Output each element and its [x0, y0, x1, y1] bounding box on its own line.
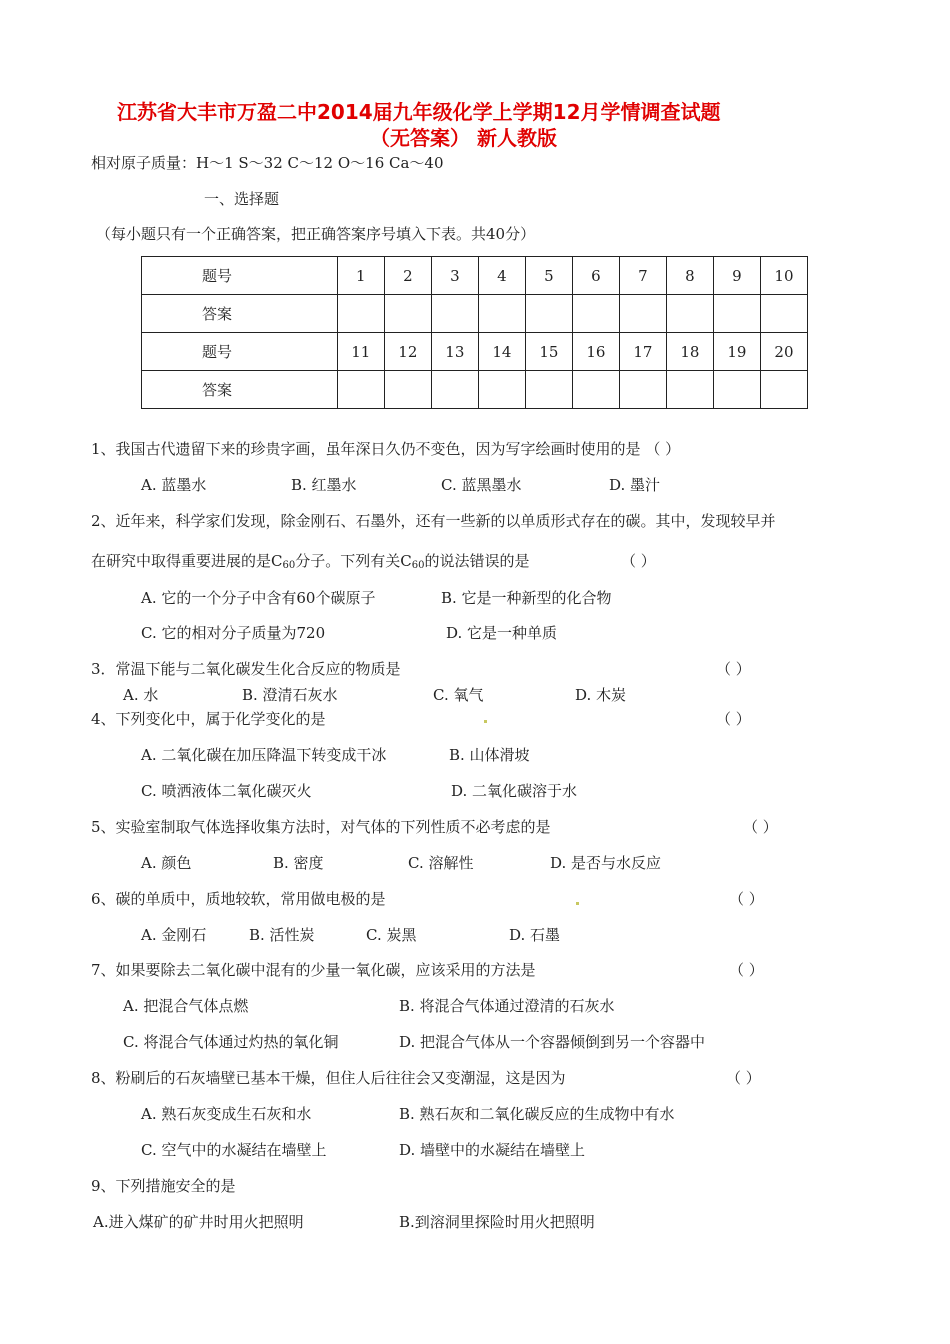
question-4-option-c: C. 喷洒液体二氧化碳灭火: [141, 782, 312, 800]
question-number-cell: 12: [384, 333, 431, 371]
question-4-option-a: A. 二氧化碳在加压降温下转变成干冰: [141, 746, 387, 764]
question-2-option-d: D. 它是一种单质: [446, 624, 558, 642]
question-1-option-c: C. 蓝黑墨水: [441, 476, 522, 494]
answer-cell[interactable]: [760, 295, 807, 333]
question-3-option-b: B. 澄清石灰水: [242, 686, 338, 704]
question-2-subscript-2: 60: [411, 560, 425, 571]
question-number-cell: 16: [572, 333, 619, 371]
question-7-option-d: D. 把混合气体从一个容器倾倒到另一个容器中: [399, 1033, 706, 1051]
row-label-answer: 答案: [142, 295, 338, 333]
question-5-option-b: B. 密度: [273, 854, 324, 872]
document-title-line1: 江苏省大丰市万盈二中2014届九年级化学上学期12月学情调查试题: [117, 100, 721, 124]
row-label-number: 题号: [142, 257, 338, 295]
question-7-option-c: C. 将混合气体通过灼热的氧化铜: [123, 1033, 339, 1051]
question-2-paren: （ ）: [621, 552, 656, 570]
question-number-cell: 1: [337, 257, 384, 295]
answer-cell[interactable]: [478, 371, 525, 409]
question-1-option-b: B. 红墨水: [291, 476, 357, 494]
stray-dot-mark: [484, 720, 487, 723]
question-5-option-c: C. 溶解性: [408, 854, 474, 872]
question-number-cell: 7: [619, 257, 666, 295]
table-row: [142, 295, 808, 333]
question-3-option-c: C. 氧气: [433, 686, 484, 704]
answer-cell[interactable]: [384, 295, 431, 333]
question-5-paren: （ ）: [743, 818, 778, 836]
document-title-line2: （无答案） 新人教版: [370, 126, 557, 150]
question-number-cell: 17: [619, 333, 666, 371]
table-row: [142, 333, 808, 371]
question-8-stem: 8、粉刷后的石灰墙壁已基本干燥，但住人后往往会又变潮湿，这是因为: [91, 1069, 566, 1087]
question-number-cell: 4: [478, 257, 525, 295]
question-4-option-b: B. 山体滑坡: [449, 746, 530, 764]
answer-cell[interactable]: [384, 371, 431, 409]
row-label-answer: 答案: [142, 371, 338, 409]
question-number-cell: 10: [760, 257, 807, 295]
question-2-stem-line2: [91, 551, 529, 576]
answer-cell[interactable]: [572, 371, 619, 409]
question-3-option-d: D. 木炭: [575, 686, 627, 704]
question-3-stem: 3．常温下能与二氧化碳发生化合反应的物质是: [91, 660, 401, 678]
question-2-text-part3: 的说法错误的是: [424, 552, 530, 570]
question-8-option-c: C. 空气中的水凝结在墙壁上: [141, 1141, 327, 1159]
question-number-cell: 18: [666, 333, 713, 371]
question-5-option-d: D. 是否与水反应: [550, 854, 662, 872]
answer-cell[interactable]: [431, 371, 478, 409]
question-6-option-c: C. 炭黑: [366, 926, 417, 944]
question-2-stem-line1: 2、近年来，科学家们发现，除金刚石、石墨外，还有一些新的以单质形式存在的碳。其中，发现较早并: [91, 512, 776, 530]
question-9-option-b: B.到溶洞里探险时用火把照明: [399, 1213, 595, 1231]
question-8-option-d: D. 墙壁中的水凝结在墙壁上: [399, 1141, 586, 1159]
answer-cell[interactable]: [431, 295, 478, 333]
answer-cell[interactable]: [713, 295, 760, 333]
answer-cell[interactable]: [619, 371, 666, 409]
answer-cell[interactable]: [713, 371, 760, 409]
row-label-number: 题号: [142, 333, 338, 371]
question-4-option-d: D. 二氧化碳溶于水: [451, 782, 578, 800]
question-7-paren: （ ）: [729, 961, 764, 979]
question-number-cell: 5: [525, 257, 572, 295]
question-1-option-a: A. 蓝墨水: [141, 476, 207, 494]
answer-cell[interactable]: [666, 295, 713, 333]
atomic-mass-info: 相对原子质量：H～1 S～32 C～12 O～16 Ca～40: [91, 154, 444, 172]
section-instruction: （每小题只有一个正确答案，把正确答案序号填入下表。共40分）: [96, 225, 536, 243]
answer-cell[interactable]: [572, 295, 619, 333]
question-6-option-d: D. 石墨: [509, 926, 561, 944]
question-2-option-a: A. 它的一个分子中含有60个碳原子: [141, 589, 376, 607]
question-2-text-part1: 在研究中取得重要进展的是C: [91, 552, 283, 570]
question-4-stem: 4、下列变化中，属于化学变化的是: [91, 710, 326, 728]
question-1-stem: 1、我国古代遗留下来的珍贵字画，虽年深日久仍不变色，因为写字绘画时使用的是 （ ）: [91, 440, 681, 458]
question-number-cell: 11: [337, 333, 384, 371]
question-number-cell: 6: [572, 257, 619, 295]
question-6-paren: （ ）: [729, 890, 764, 908]
question-2-subscript-1: 60: [282, 560, 296, 571]
question-7-option-b: B. 将混合气体通过澄清的石灰水: [399, 997, 615, 1015]
question-8-paren: （ ）: [726, 1069, 761, 1087]
question-number-cell: 2: [384, 257, 431, 295]
answer-cell[interactable]: [619, 295, 666, 333]
question-3-paren: （ ）: [716, 660, 751, 678]
question-6-option-a: A. 金刚石: [141, 926, 207, 944]
question-9-stem: 9、下列措施安全的是: [91, 1177, 236, 1195]
question-2-option-b: B. 它是一种新型的化合物: [441, 589, 612, 607]
answer-cell[interactable]: [478, 295, 525, 333]
question-number-cell: 8: [666, 257, 713, 295]
question-5-option-a: A. 颜色: [141, 854, 192, 872]
question-6-stem: 6、碳的单质中，质地较软，常用做电极的是: [91, 890, 386, 908]
answer-cell[interactable]: [525, 295, 572, 333]
question-2-text-part2: 分子。下列有关C: [295, 552, 412, 570]
answer-cell[interactable]: [337, 295, 384, 333]
answer-cell[interactable]: [525, 371, 572, 409]
question-3-option-a: A. 水: [123, 686, 159, 704]
answer-table: [141, 256, 808, 409]
question-9-option-a: A.进入煤矿的矿井时用火把照明: [93, 1213, 304, 1231]
question-number-cell: 3: [431, 257, 478, 295]
question-2-option-c: C. 它的相对分子质量为720: [141, 624, 326, 642]
question-number-cell: 13: [431, 333, 478, 371]
table-row: [142, 257, 808, 295]
section-heading: 一、选择题: [204, 190, 280, 208]
question-8-option-b: B. 熟石灰和二氧化碳反应的生成物中有水: [399, 1105, 675, 1123]
answer-cell[interactable]: [760, 371, 807, 409]
question-6-option-b: B. 活性炭: [249, 926, 315, 944]
question-number-cell: 20: [760, 333, 807, 371]
table-row: [142, 371, 808, 409]
question-7-option-a: A. 把混合气体点燃: [123, 997, 249, 1015]
answer-cell[interactable]: [666, 371, 713, 409]
question-number-cell: 14: [478, 333, 525, 371]
question-5-stem: 5、实验室制取气体选择收集方法时，对气体的下列性质不必考虑的是: [91, 818, 551, 836]
question-number-cell: 9: [713, 257, 760, 295]
question-1-option-d: D. 墨汁: [609, 476, 661, 494]
answer-cell[interactable]: [337, 371, 384, 409]
question-number-cell: 19: [713, 333, 760, 371]
question-number-cell: 15: [525, 333, 572, 371]
question-8-option-a: A. 熟石灰变成生石灰和水: [141, 1105, 312, 1123]
question-7-stem: 7、如果要除去二氧化碳中混有的少量一氧化碳，应该采用的方法是: [91, 961, 536, 979]
stray-dot-mark: [576, 902, 579, 905]
question-4-paren: （ ）: [716, 710, 751, 728]
